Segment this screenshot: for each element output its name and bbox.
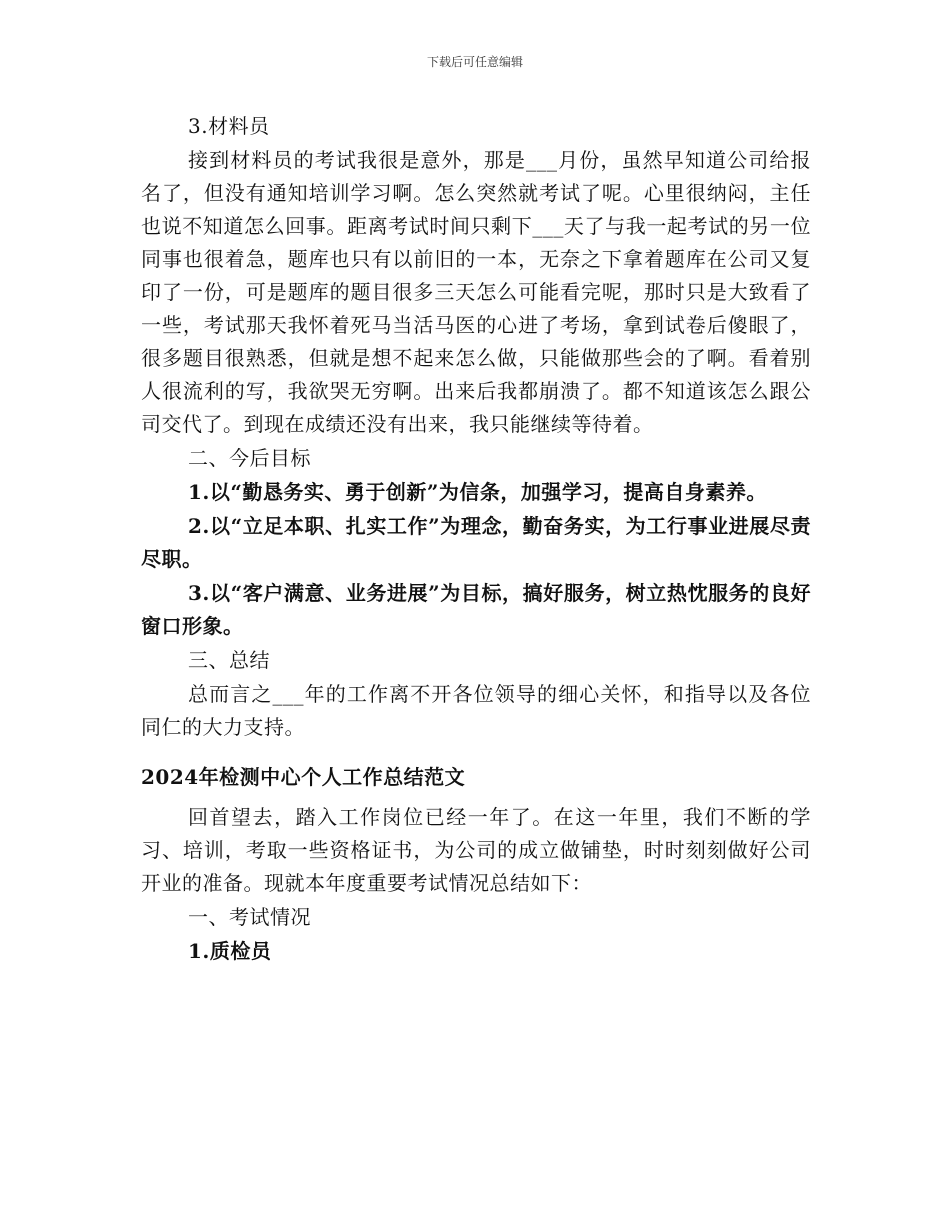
- heading-future-goals: 二、今后目标: [188, 446, 311, 470]
- paragraph-intro: 回首望去，踏入工作岗位已经一年了。在这一年里，我们不断的学习、培训，考取一些资格证书，为公司的成立做铺垫，时时刻刻做好公司开业的准备。现就本年度重要考试情况总结如下：: [141, 805, 811, 895]
- goal-item-1: 1.以“勤恳务实、勇于创新”为信条，加强学习，提高自身素养。: [188, 480, 767, 504]
- paragraph-summary: 总而言之___年的工作离不开各位领导的细心关怀，和指导以及各位同仁的大力支持。: [141, 682, 811, 739]
- header-note: 下载后可任意编辑: [426, 55, 523, 69]
- heading-materials-clerk: 3.材料员: [188, 114, 270, 138]
- goal-item-2: 2.以“立足本职、扎实工作”为理念，勤奋务实，为工行事业进展尽责尽职。: [141, 514, 811, 571]
- goal-item-3: 3.以“客户满意、业务进展”为目标，搞好服务，树立热忱服务的良好窗口形象。: [141, 581, 811, 638]
- paragraph-materials-exam: 接到材料员的考试我很是意外，那是___月份，虽然早知道公司给报名了，但没有通知培训学习啊。怎么突然就考试了呢。心里很纳闷，主任也说不知道怎么回事。距离考试时间只剩下___天了与我一起考试的另一位同事也很着急，题库也只有以前旧的一本，无奈之下拿着题库在公司又复印了一份，可是题库的题目很多三天怎么可能看完呢，那时只是大致看了一些，考试那天我怀着死马当活马医的心进了考场，拿到试卷后傻眼了，很多题目很熟悉，但就是想不起来怎么做，只能做那些会的了啊。看着别人很流利的写，我欲哭无穷啊。出来后我都崩溃了。都不知道该怎么跟公司交代了。到现在成绩还没有出来，我只能继续等待着。: [141, 148, 811, 436]
- document-body: [141, 110, 811, 969]
- heading-exam-status: 一、考试情况: [188, 905, 311, 929]
- heading-summary: 三、总结: [188, 648, 270, 672]
- document-title: 2024年检测中心个人工作总结范文: [141, 765, 466, 789]
- heading-quality-inspector: 1.质检员: [188, 939, 272, 963]
